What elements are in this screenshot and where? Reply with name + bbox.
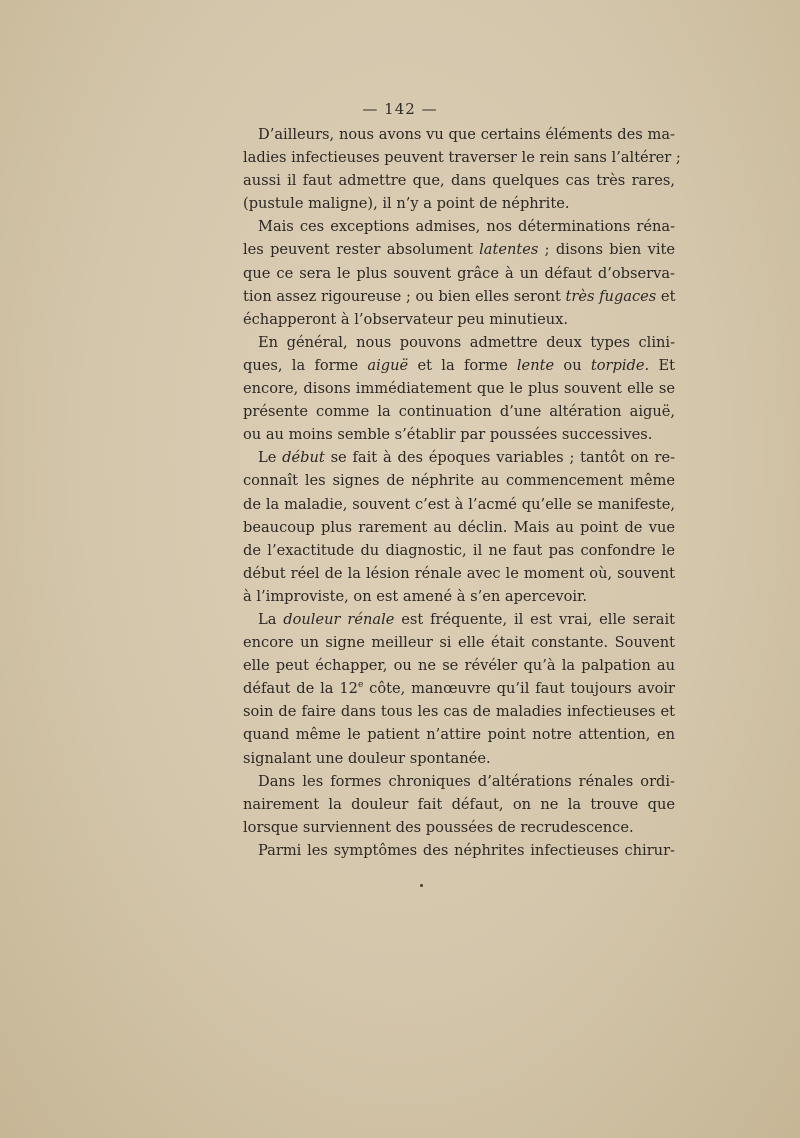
text-line: que ce sera le plus souvent grâce à un défaut d’observa- [243, 264, 675, 282]
text-line: tion assez rigoureuse ; ou bien elles seront très fugaces et [243, 287, 676, 305]
text-line: D’ailleurs, nous avons vu que certains éléments des ma- [258, 126, 675, 143]
text-line: début réel de la lésion rénale avec le moment où, souvent [243, 564, 675, 582]
text-line: échapperont à l’observateur peu minutieux. [243, 310, 568, 328]
text-line: à l’improviste, on est amené à s’en apercevoir. [243, 587, 588, 605]
text-line: quand même le patient n’attire point notre attention, en [243, 726, 675, 744]
text-line: ques, la forme aiguë et la forme lente ou torpide. Et [243, 356, 675, 374]
text-line: nairement la douleur fait défaut, on ne la trouve que [243, 795, 675, 813]
body-text [243, 123, 681, 862]
text-line: présente comme la continuation d’une altération aiguë, [243, 403, 675, 421]
text-line: beaucoup plus rarement au déclin. Mais au point de vue [243, 518, 675, 536]
text-line: En général, nous pouvons admettre deux types clini- [258, 333, 675, 351]
text-line: connaît les signes de néphrite au commencement même [243, 472, 675, 490]
text-line: Dans les formes chroniques d’altérations rénales ordi- [258, 772, 675, 790]
text-line: encore un signe meilleur si elle était constante. Souvent [243, 634, 675, 652]
text-line: de la maladie, souvent c’est à l’acmé qu’elle se manifeste, [243, 495, 675, 513]
text-line: Le début se fait à des époques variables ; tantôt on re- [258, 449, 676, 467]
text-line: soin de faire dans tous les cas de maladies infectieuses et [243, 703, 675, 721]
text-line: elle peut échapper, ou ne se révéler qu’à la palpation au [243, 657, 675, 675]
text-line: de l’exactitude du diagnostic, il ne faut pas confondre le [243, 541, 675, 559]
ink-speck [420, 884, 423, 887]
text-line: ladies infectieuses peuvent traverser le rein sans l’altérer ; [243, 149, 681, 167]
text-line: défaut de la 12e côte, manœuvre qu’il faut toujours avoir [243, 680, 675, 698]
text-line: Parmi les symptômes des néphrites infectieuses chirur- [258, 841, 675, 859]
page-number: — 142 — [362, 100, 438, 118]
text-line: signalant une douleur spontanée. [243, 749, 491, 767]
text-line: ou au moins semble s’établir par poussées successives. [243, 426, 653, 444]
text-line: La douleur rénale est fréquente, il est vrai, elle serait [258, 610, 675, 628]
text-line: lorsque surviennent des poussées de recrudescence. [243, 818, 634, 836]
text-line: encore, disons immédiatement que le plus souvent elle se [243, 380, 675, 398]
text-line: Mais ces exceptions admises, nos déterminations réna- [258, 218, 675, 236]
text-line: aussi il faut admettre que, dans quelques cas très rares, [243, 172, 675, 190]
text-line: les peuvent rester absolument latentes ; disons bien vite [243, 241, 676, 259]
text-line: (pustule maligne), il n’y a point de néphrite. [243, 195, 570, 213]
